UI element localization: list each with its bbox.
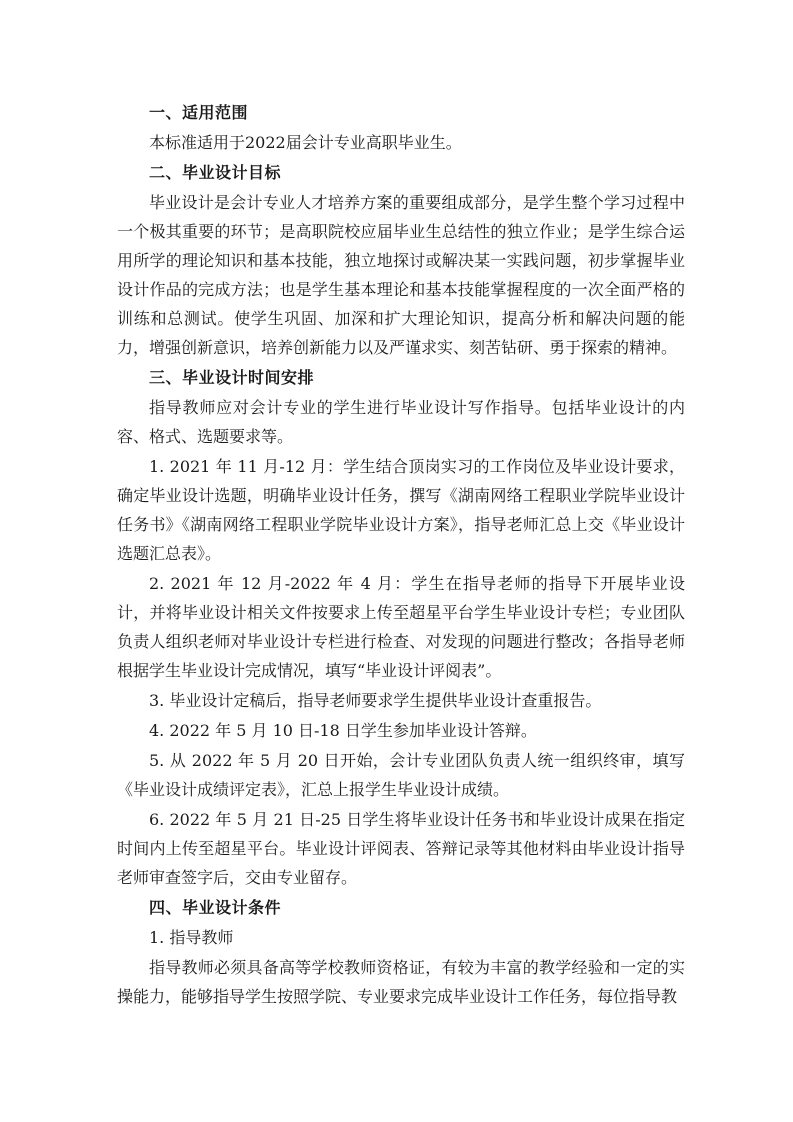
subheading-advisors: 1. 指导教师 [149, 928, 234, 947]
section-heading-goals: 二、毕业设计目标 [149, 163, 282, 182]
schedule-item-1: 1. 2021 年 11 月-12 月：学生结合顶岗实习的工作岗位及毕业设计要求，确定毕业设计选题，明确毕业设计任务，撰写《湖南网络工程职业学院毕业设计任务书》《湖南网络工程职业学院毕业设计方案》，指导老师汇总上交《毕业设计选题汇总表》。 [117, 457, 685, 563]
section-heading-scope: 一、适用范围 [149, 103, 249, 122]
schedule-item-4: 4. 2022 年 5 月 10 日-18 日学生参加毕业设计答辩。 [149, 721, 537, 740]
schedule-item-6: 6. 2022 年 5 月 21 日-25 日学生将毕业设计任务书和毕业设计成果在指定时间内上传至超星平台。毕业设计评阅表、答辩记录等其他材料由毕业设计指导老师审查签字后，交由专业留存。 [117, 810, 685, 887]
paragraph-goals: 毕业设计是会计专业人才培养方案的重要组成部分，是学生整个学习过程中一个极其重要的环节；是高职院校应届毕业生总结性的独立作业；是学生综合运用所学的理论知识和基本技能，独立地探讨或解决某一实践问题，初步掌握毕业设计作品的完成方法；也是学生基本理论和基本技能掌握程度的一次全面严格的训练和总测试。使学生巩固、加深和扩大理论知识，提高分析和解决问题的能力，增强创新意识，培养创新能力以及严谨求实、刻苦钻研、勇于探索的精神。 [117, 193, 685, 357]
paragraph-scope: 本标准适用于2022届会计专业高职毕业生。 [149, 133, 462, 152]
schedule-item-2: 2. 2021 年 12 月-2022 年 4 月：学生在指导老师的指导下开展毕业设计，并将毕业设计相关文件按要求上传至超星平台学生毕业设计专栏；专业团队负责人组织老师对毕业设计专栏进行检查、对发现的问题进行整改；各指导老师根据学生毕业设计完成情况，填写“毕业设计评阅表”。 [117, 574, 685, 680]
document-body [117, 98, 685, 1011]
paragraph-advisors: 指导教师必须具备高等学校教师资格证，有较为丰富的教学经验和一定的实操能力，能够指导学生按照学院、专业要求完成毕业设计工作任务，每位指导教 [117, 958, 685, 1006]
schedule-item-5: 5. 从 2022 年 5 月 20 日开始，会计专业团队负责人统一组织终审，填写《毕业设计成绩评定表》，汇总上报学生毕业设计成绩。 [117, 751, 685, 799]
paragraph-schedule-intro: 指导教师应对会计专业的学生进行毕业设计写作指导。包括毕业设计的内容、格式、选题要求等。 [117, 398, 685, 446]
section-heading-conditions: 四、毕业设计条件 [149, 898, 282, 917]
schedule-item-3: 3. 毕业设计定稿后，指导老师要求学生提供毕业设计查重报告。 [149, 691, 602, 710]
section-heading-schedule: 三、毕业设计时间安排 [149, 368, 315, 387]
